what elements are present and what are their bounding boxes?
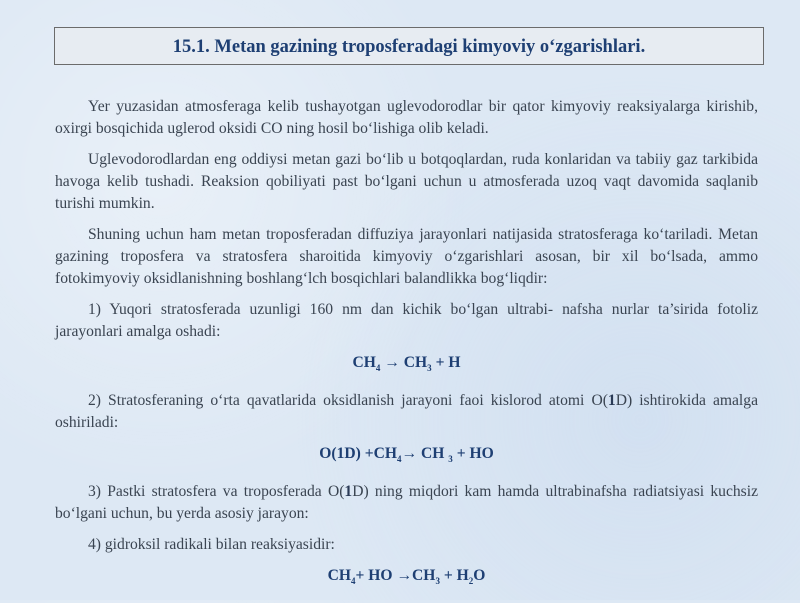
formula-methane-photolysis: $CH_4 \to CH_3 + H$ <box>352 354 461 374</box>
paragraph-5: 2) Stratosferaning o‘rta qavatlarida oksidlanish jarayoni faoi kislorod atomi O(1D) ishtirokida amalga oshiriladi: <box>55 392 758 432</box>
document-body <box>55 96 758 603</box>
paragraph-3: Shuning uchun ham metan troposferadan diffuziya jarayonlari natijasida stratosferaga ko‘tariladi. Metan gazining troposfera va stratosfera sharoitida kimyoviy o‘zgarishlari asosan, bir xil bo‘lsada, ammo fotokimyoviy oksidlanishning boshlang‘lch bosqichlari balandlikka bog‘liqdir: <box>55 226 758 287</box>
formula-oxygen-reaction: $O(1D) +CH_4\to$ CH $_3$ + HO <box>319 445 494 465</box>
formula-hydroxyl-reaction: $CH_4+$ HO $\to CH_3 + H_2O$ <box>327 567 486 587</box>
paragraph-7: 4) gidroksil radikali bilan reaksiyasidir: <box>88 536 335 554</box>
paragraph-1: Yer yuzasidan atmosferaga kelib tushayotgan uglevodorodlar bir qator kimyoviy reaksiyalarga kirishib, oxirgi bosqichida uglerod oksidi CO ning hosil bo‘lishiga olib keladi. <box>55 98 758 137</box>
page-title: 15.1. Metan gazining troposferadagi kimyoviy o‘zgarishlari. <box>54 27 764 65</box>
paragraph-2: Uglevodorodlardan eng oddiysi metan gazi bo‘lib u botqoqlardan, ruda konlaridan va tabiiy gaz tarkibida havoga kelib tushadi. Reaksion qobiliyati past bo‘lgani uchun u atmosferada uzoq vaqt davomida saqlanib turishi mumkin. <box>55 151 758 212</box>
paragraph-6: 3) Pastki stratosfera va troposferada O(1D) ning miqdori kam hamda ultrabinafsha radiatsiyasi kuchsiz bo‘lgani uchun, bu yerda asosiy jarayon: <box>55 483 758 523</box>
paragraph-4: 1) Yuqori stratosferada uzunligi 160 nm dan kichik bo‘lgan ultrabi- nafsha nurlar ta’sirida fotoliz jarayonlari amalga oshadi: <box>55 301 758 340</box>
